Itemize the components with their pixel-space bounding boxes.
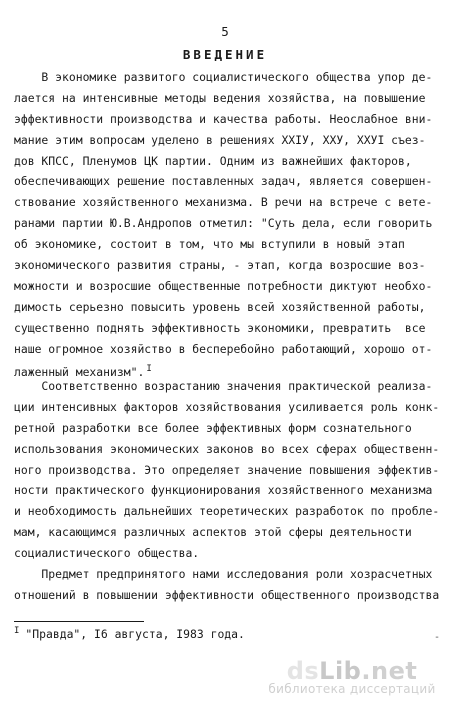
footnote (14, 626, 245, 641)
paragraph-3 (14, 564, 444, 606)
watermark-caption: библиотека диссертаций (268, 682, 436, 696)
text-line: ного производства. Это определяет значение повышения эффектив- (14, 462, 440, 477)
text-line: мание этим вопросам уделено в решениях ХХІУ, ХХУ, ХХУІ съез- (14, 132, 426, 147)
footnote-marker: I (14, 626, 20, 636)
watermark-logo-ds: ds (286, 657, 320, 685)
scan-edge-mark: - (434, 632, 441, 643)
text-line: экономического развития страны, - этап, когда возросшие воз- (14, 258, 426, 273)
text-line: мам, касающимся различных аспектов этой сферы деятельности (14, 525, 412, 540)
watermark (262, 657, 442, 696)
text-line: Соответственно возрастанию значения практической реализа- (14, 379, 433, 393)
text-line: лается на интенсивные методы ведения хозяйства, на повышение (14, 90, 426, 105)
text-line: об экономике, состоит в том, что мы вступили в новый этап (14, 237, 405, 252)
text-line: Предмет предпринятого нами исследования роли хозрасчетных (14, 567, 433, 581)
footnote-divider (14, 621, 144, 622)
section-heading: ВВЕДЕНИЕ (182, 47, 268, 62)
paragraph-1 (14, 67, 444, 380)
text-line: и необходимость дальнейших теоретических разработок по пробле- (14, 504, 440, 519)
page-number: 5 (221, 24, 229, 39)
text-line: В экономике развитого социалистического общества упор де- (14, 70, 433, 84)
text-line: можности и возросшие общественные потребности диктуют необхо- (14, 278, 433, 293)
text-line: ции интенсивных факторов хозяйствования усиливается роль конк- (14, 399, 440, 414)
text-line: ретной разработки все более эффективных форм сознательного (14, 420, 412, 435)
watermark-logo (262, 657, 442, 685)
text-line: эффективности производства и качества работы. Неослабное вни- (14, 111, 433, 126)
text-line: ствование хозяйственного механизма. В речи на встрече с вете- (14, 195, 433, 210)
watermark-logo-net: .net (361, 657, 418, 685)
text-line: обеспечивающих решение поставленных задач, является совершен- (14, 174, 433, 189)
text-line: социалистического общества. (14, 546, 200, 561)
text-line: наше огромное хозяйство в бесперебойно работающий, хорошо от- (14, 341, 433, 356)
footnote-reference: I (146, 364, 152, 375)
text-line: дов КПСС, Пленумов ЦК партии. Одним из важнейших факторов, (14, 153, 412, 168)
text-line: ранами партии Ю.В.Андропов отметил: "Суть дела, если говорить (14, 216, 433, 231)
text-line: отношений в повышении эффективности общественного производства (14, 587, 440, 602)
footnote-text: "Правда", I6 августа, I983 года. (25, 627, 245, 641)
paragraph-2 (14, 376, 444, 564)
text-line: существенно поднять эффективность экономики, превратить все (14, 320, 426, 335)
text-line-content: лаженный механизм". (14, 365, 145, 380)
watermark-logo-lib: Lib (319, 657, 362, 685)
text-line: димость серьезно повысить уровень всей хозяйственной работы, (14, 299, 426, 314)
text-line: ности практического функционирования хозяйственного механизма (14, 483, 433, 498)
text-line: использования экономических законов во всех сферах общественн- (14, 441, 440, 456)
